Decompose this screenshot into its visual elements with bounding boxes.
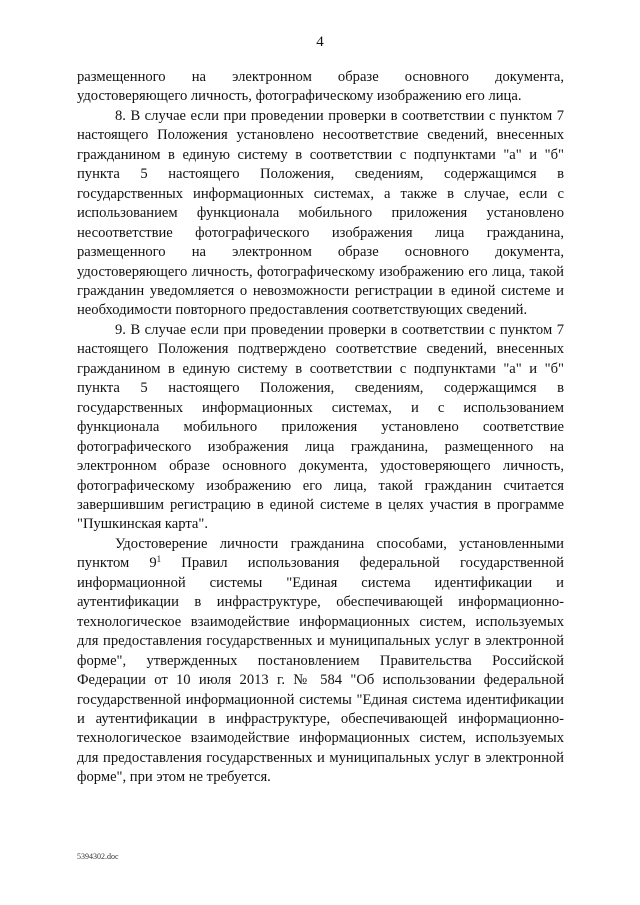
- file-name-footer: 5394302.doc: [77, 852, 119, 861]
- paragraph-item-9: 9. В случае если при проведении проверки в соответствии с пунктом 7 настоящего Положения подтверждено соответствие сведений, внесенных гражданином в единую систему в соответствии с подпунктами "а" и "б" пункта 5 настоящего Положения, сведениям, содержащимся в государственных информационных системах, и с использованием функционала мобильного приложения установлено соответствие фотографического изображения лица гражданина, размещенного на электронном образе основного документа, удостоверяющего личность, фотографическому изображению его лица, такой гражданин считается завершившим регистрацию в единой системе в целях участия в программе "Пушкинская карта".: [77, 321, 564, 533]
- document-body: [77, 68, 564, 788]
- paragraph-item-8: 8. В случае если при проведении проверки в соответствии с пунктом 7 настоящего Положения установлено несоответствие сведений, внесенных гражданином в единую систему в соответствии с подпунктами "а" и "б" пункта 5 настоящего Положения, сведениям, содержащимся в государственных информационных системах, а также в случае, если с использованием функционала мобильного приложения установлено несоответствие фотографического изображения лица гражданина, размещенного на электронном образе основного документа, удостоверяющего личность, фотографическому изображению его лица, такой гражданин уведомляется о невозможности регистрации в единой системе и необходимости повторного предоставления соответствующих сведений.: [77, 107, 564, 319]
- footnote-superscript: 1: [156, 554, 162, 565]
- paragraph-text-after: Правил использования федеральной государственной информационной системы "Единая система идентификации и аутентификации в инфраструктуре, обеспечивающей информационно-технологическое взаимодействие информационных систем, используемых для предоставления государственных и муниципальных услуг в электронной форме", утвержденных постановлением Правительства Российской Федерации от 10 июля 2013 г. № 584 "Об использовании федеральной государственной информационной системы "Единая система идентификации и аутентификации в инфраструктуре, обеспечивающей информационно-технологическое взаимодействие информационных систем, используемых для предоставления государственных и муниципальных услуг в электронной форме", при этом не требуется.: [77, 555, 564, 786]
- paragraph-identity-verification: [77, 535, 564, 788]
- page-number: 4: [316, 34, 324, 50]
- paragraph-continuation: размещенного на электронном образе основного документа, удостоверяющего личность, фотографическому изображению его лица.: [77, 69, 564, 105]
- paragraph-text-before: Удостоверение личности гражданина способами, установленными пунктом 9: [77, 535, 564, 572]
